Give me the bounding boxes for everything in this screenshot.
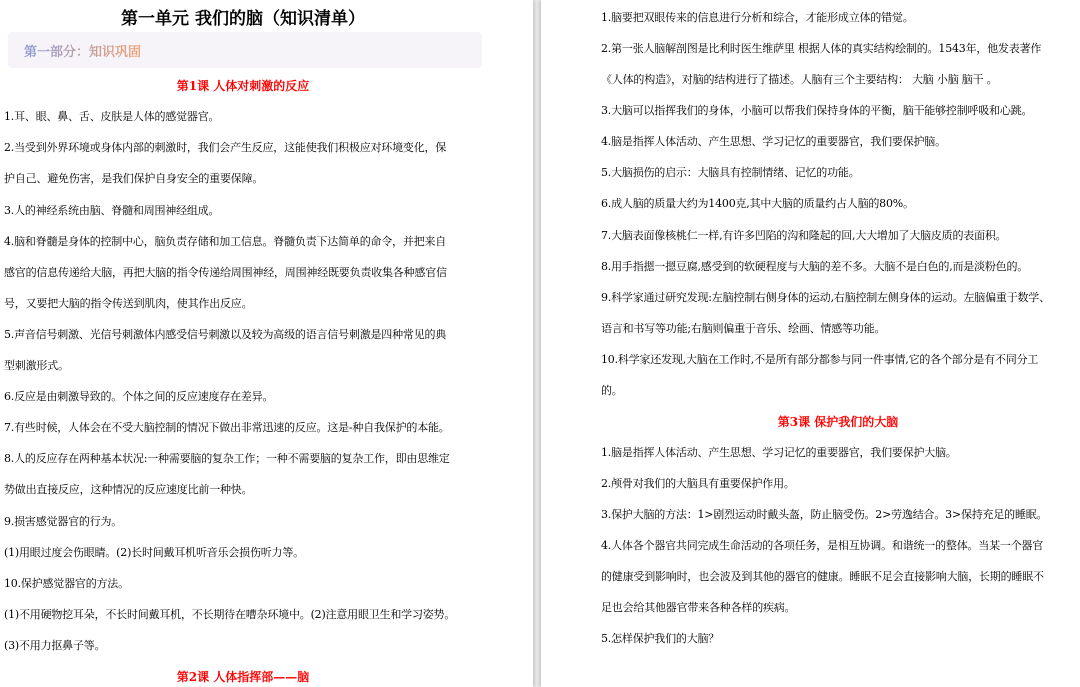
paragraph-line: 6.成人脑的质量大约为1400克,其中大脑的质量约占人脑的80%。 bbox=[601, 197, 914, 210]
paragraph-line: 8.用手指摁一摁豆腐,感受到的软硬程度与大脑的差不多。大脑不是白色的,而是淡粉色的。 bbox=[601, 260, 1029, 273]
paragraph-line: 7.大脑表面像核桃仁一样,有许多凹陷的沟和隆起的回,大大增加了大脑皮质的表面积。 bbox=[601, 229, 1007, 242]
paragraph-line: 5.大脑损伤的启示：大脑具有控制情绪、记忆的功能。 bbox=[601, 166, 860, 179]
lesson1-title: 第1课 人体对刺激的反应 bbox=[176, 79, 310, 93]
paragraph-line: 8.人的反应存在两种基本状况:一种需要脑的复杂工作；一种不需要脑的复杂工作，即由思维定 bbox=[4, 452, 450, 465]
paragraph-line: (3)不用力抠鼻子等。 bbox=[4, 639, 106, 652]
paragraph-line: 4.脑是指挥人体活动、产生思想、学习记忆的重要器官，我们要保护脑。 bbox=[601, 135, 946, 148]
paragraph-line: 的健康受到影响时，也会波及到其他的器官的健康。睡眠不足会直接影响大脑，长期的睡眠不 bbox=[601, 570, 1044, 583]
paragraph-line: 2.颅骨对我们的大脑具有重要保护作用。 bbox=[601, 477, 795, 490]
paragraph-line: 《人体的构造》，对脑的结构进行了描述。人脑有三个主要结构： 大脑 小脑 脑干 。 bbox=[601, 73, 998, 86]
paragraph-line: 9.科学家通过研究发现:左脑控制右侧身体的运动,右脑控制左侧身体的运动。左脑偏重于数学、 bbox=[601, 291, 1050, 304]
paragraph-line: (1)不用硬物挖耳朵，不长时间戴耳机，不长期待在嘈杂环境中。(2)注意用眼卫生和学习姿势。 bbox=[4, 608, 456, 621]
lesson3-title: 第3课 保护我们的大脑 bbox=[777, 415, 899, 429]
paragraph-line: 型刺激形式。 bbox=[4, 359, 69, 372]
paragraph-line: 2.第一张人脑解剖图是比利时医生维萨里 根据人体的真实结构绘制的。1543年，他发表著作 bbox=[601, 42, 1042, 55]
paragraph-line: 4.人体各个器官共同完成生命活动的各项任务，是相互协调。和谐统一的整体。当某一个器官 bbox=[601, 539, 1044, 552]
paragraph-line: 语言和书写等功能;右脑则偏重于音乐、绘画、情感等功能。 bbox=[601, 322, 886, 335]
part-label: 第一部分：知识巩固 bbox=[24, 41, 141, 60]
paragraph-line: 1.耳、眼、鼻、舌、皮肤是人体的感觉器官。 bbox=[4, 110, 220, 123]
paragraph-line: 感官的信息传递给大脑，再把大脑的指令传递给周围神经，周围神经既要负责收集各种感官信 bbox=[4, 266, 447, 279]
paragraph-line: 1.脑要把双眼传来的信息进行分析和综合，才能形成立体的错觉。 bbox=[601, 11, 914, 24]
unit-title: 第一单元 我们的脑（知识清单） bbox=[121, 9, 365, 29]
paragraph-line: 1.脑是指挥人体活动、产生思想、学习记忆的重要器官，我们要保护大脑。 bbox=[601, 446, 957, 459]
paragraph-line: 6.反应是由刺激导致的。个体之间的反应速度存在差异。 bbox=[4, 390, 274, 403]
paragraph-line: 3.大脑可以指挥我们的身体，小脑可以帮我们保持身体的平衡，脑干能够控制呼吸和心跳。 bbox=[601, 104, 1033, 117]
paragraph-line: 5.怎样保护我们的大脑？ bbox=[601, 632, 720, 645]
paragraph-line: 2.当受到外界环境或身体内部的刺激时，我们会产生反应，这能使我们积极应对环境变化，保 bbox=[4, 141, 447, 154]
paragraph-line: 10.保护感觉器官的方法。 bbox=[4, 577, 129, 590]
paragraph-line: (1)用眼过度会伤眼睛。(2)长时间戴耳机听音乐会损伤听力等。 bbox=[4, 546, 304, 559]
right-page bbox=[541, 0, 1080, 687]
paragraph-line: 10.科学家还发现,大脑在工作时,不是所有部分都参与同一件事情,它的各个部分是有不同分工 bbox=[601, 353, 1039, 366]
paragraph-line: 足也会给其他器官带来各种各样的疾病。 bbox=[601, 601, 796, 614]
paragraph-line: 3.人的神经系统由脑、脊髓和周围神经组成。 bbox=[4, 204, 220, 217]
paragraph-line: 势做出直接反应，这种情况的反应速度比前一种快。 bbox=[4, 483, 253, 496]
paragraph-line: 号，又要把大脑的指令传送到肌肉，使其作出反应。 bbox=[4, 297, 253, 310]
paragraph-line: 9.损害感觉器官的行为。 bbox=[4, 515, 123, 528]
part-heading-box bbox=[8, 32, 482, 68]
paragraph-line: 7.有些时候，人体会在不受大脑控制的情况下做出非常迅速的反应。这是-种自我保护的本能。 bbox=[4, 421, 450, 434]
paragraph-line: 5.声音信号刺激、光信号刺激体内感受信号刺激以及较为高级的语言信号刺激是四种常见的典 bbox=[4, 328, 447, 341]
paragraph-line: 的。 bbox=[601, 384, 623, 397]
lesson2-title: 第2课 人体指挥部——脑 bbox=[176, 670, 310, 684]
paragraph-line: 3.保护大脑的方法：1>剧烈运动时戴头盔，防止脑受伤。2>劳逸结合。3>保持充足的睡眠。 bbox=[601, 508, 1048, 521]
paragraph-line: 4.脑和脊髓是身体的控制中心，脑负责存储和加工信息。脊髓负责下达简单的命令，并把来自 bbox=[4, 235, 447, 248]
paragraph-line: 护自己、避免伤害，是我们保护自身安全的重要保障。 bbox=[4, 172, 264, 185]
left-page bbox=[0, 0, 533, 687]
